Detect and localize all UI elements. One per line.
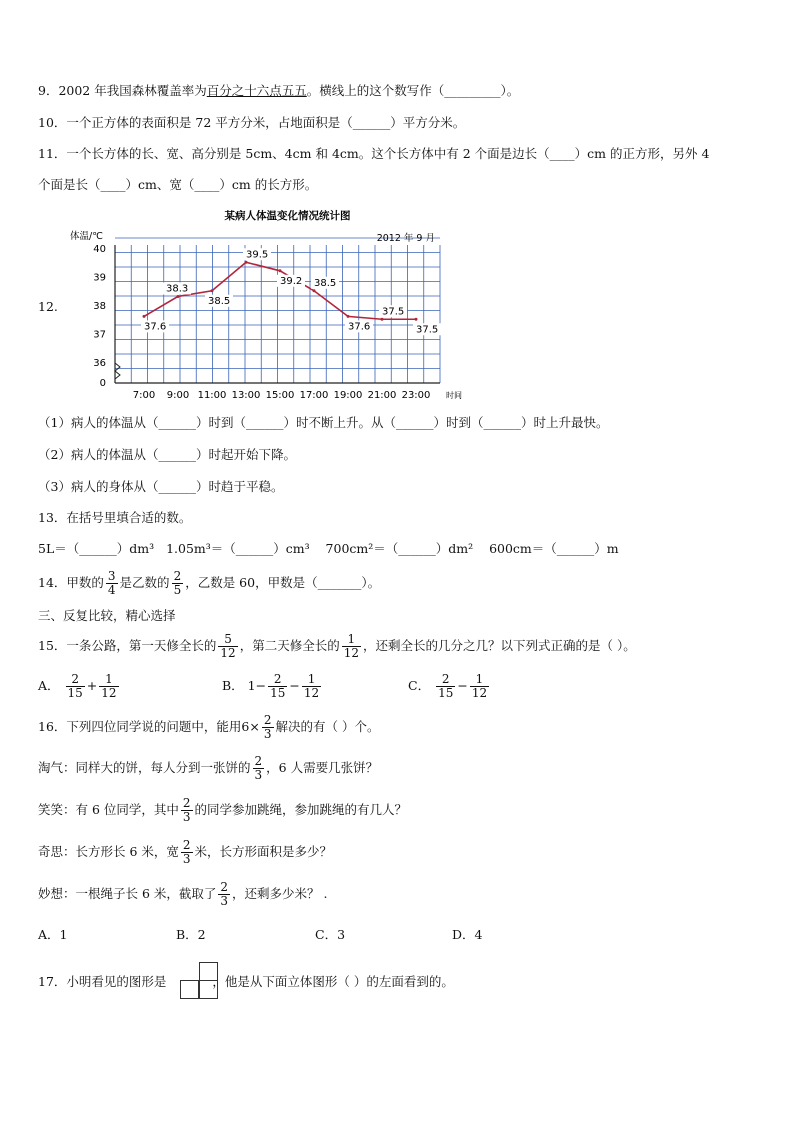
data-point bbox=[143, 315, 146, 318]
question-16-line2: 笑笑：有 6 位同学，其中 $\frac{2}{3}$ 的同学参加跳绳，参加跳绳的有几人？ bbox=[38, 796, 408, 824]
question-12-sub2: （2）病人的体温从（______）时起开始下降。 bbox=[38, 447, 296, 462]
question-12-sub1: （1）病人的体温从（______）时到（______）时不断上升。从（______）时到（______）时上升最快。 bbox=[38, 415, 609, 430]
data-point bbox=[211, 289, 214, 292]
y-axis-label: 体温/℃ bbox=[70, 231, 103, 242]
fraction: $\frac{3}{4}$ bbox=[107, 569, 116, 597]
temperature-line-chart bbox=[60, 205, 460, 405]
question-13-title: 13．在括号里填合适的数。 bbox=[38, 510, 192, 525]
option-b[interactable]: B． 1− $\frac{2}{15}$ − $\frac{1}{12}$ bbox=[222, 672, 320, 700]
section-heading: 三、反复比较，精心选择 bbox=[38, 608, 176, 623]
data-label: 39.5 bbox=[246, 249, 269, 261]
fraction: $\frac{2}{5}$ bbox=[173, 569, 182, 597]
data-point bbox=[347, 315, 350, 318]
fraction: $\frac{1}{12}$ bbox=[343, 632, 359, 660]
x-tick-label: 13:00 bbox=[231, 390, 261, 401]
question-16-line1: 淘气：同样大的饼，每人分到一张饼的 $\frac{2}{3}$ ，6 人需要几张饼？ bbox=[38, 754, 379, 782]
answer-blank[interactable]: ____ bbox=[100, 177, 126, 192]
answer-blank[interactable]: ______ bbox=[556, 541, 595, 556]
y-tick-label: 0 bbox=[99, 378, 106, 389]
answer-blank[interactable]: ______ bbox=[158, 447, 196, 462]
y-tick-label: 39 bbox=[93, 272, 106, 284]
shape-square bbox=[180, 980, 199, 999]
option-c[interactable]: C． $\frac{2}{15}$ − $\frac{1}{12}$ bbox=[408, 672, 488, 700]
answer-blank[interactable]: ______ bbox=[158, 479, 196, 494]
fraction: $\frac{2}{15}$ bbox=[438, 672, 454, 700]
data-point bbox=[381, 318, 384, 321]
data-point bbox=[313, 289, 316, 292]
fraction: $\frac{2}{3}$ bbox=[263, 713, 272, 741]
shape-square bbox=[199, 962, 218, 981]
y-tick-label: 37 bbox=[93, 329, 106, 341]
question-17: 17．小明看见的图形是 ，他是从下面立体图形（ ）的左面看到的。 bbox=[38, 974, 454, 989]
option-c[interactable]: C．3 bbox=[315, 927, 346, 942]
chart-date: 2012 年 9 月 bbox=[376, 233, 435, 244]
x-tick-label: 17:00 bbox=[299, 390, 329, 401]
fraction: $\frac{2}{3}$ bbox=[254, 754, 263, 782]
answer-blank[interactable]: ______ bbox=[158, 415, 196, 430]
y-tick-label: 40 bbox=[93, 244, 106, 255]
data-label: 37.5 bbox=[382, 306, 405, 318]
answer-blank[interactable]: ______ bbox=[483, 415, 522, 430]
y-tick-label: 36 bbox=[93, 358, 106, 369]
option-a[interactable]: A． $\frac{2}{15}$ + $\frac{1}{12}$ bbox=[38, 672, 117, 700]
answer-blank[interactable]: ______ bbox=[235, 541, 274, 556]
x-axis-label: 时间 bbox=[446, 391, 462, 400]
data-point bbox=[415, 318, 418, 321]
data-label: 37.6 bbox=[348, 321, 371, 333]
fraction: $\frac{1}{12}$ bbox=[471, 672, 488, 700]
fraction: $\frac{2}{3}$ bbox=[182, 796, 191, 824]
question-15: 15．一条公路，第一天修全长的 $\frac{5}{12}$ ，第二天修全长的 $\frac{1}{12}$ ，还剩全长的几分之几？以下列式正确的是（ ）。 bbox=[38, 632, 636, 660]
question-11-line2: 个面是长（____）cm、宽（____）cm 的长方形。 bbox=[38, 177, 318, 192]
answer-blank[interactable]: ______ bbox=[79, 541, 117, 556]
question-16-line4: 妙想：一根绳子长 6 米，截取了 $\frac{2}{3}$ ，还剩多少米？ . bbox=[38, 880, 328, 908]
fraction: $\frac{2}{15}$ bbox=[270, 672, 286, 700]
answer-blank[interactable]: _________ bbox=[444, 83, 501, 98]
shape-square bbox=[199, 980, 218, 999]
x-tick-label: 7:00 bbox=[132, 390, 156, 401]
x-tick-label: 19:00 bbox=[333, 390, 363, 401]
answer-blank[interactable]: ____ bbox=[549, 146, 575, 161]
data-point bbox=[279, 269, 282, 272]
question-12-sub3: （3）病人的身体从（______）时趋于平稳。 bbox=[38, 479, 284, 494]
y-tick-label: 38 bbox=[93, 301, 106, 312]
fraction: $\frac{2}{3}$ bbox=[182, 838, 191, 866]
option-b[interactable]: B．2 bbox=[176, 927, 206, 942]
x-tick-label: 23:00 bbox=[401, 390, 431, 401]
question-13-items: 5L＝（______）dm³ 1.05m³＝（______）cm³ 700cm²＝（______）dm² 600cm＝（______）m bbox=[38, 541, 619, 556]
question-9: 9．2002 年我国森林覆盖率为百分之十六点五五。横线上的这个数写作（_________）。 bbox=[38, 83, 520, 98]
question-16: 16．下列四位同学说的问题中，能用6× $\frac{2}{3}$ 解决的有（ ）个。 bbox=[38, 713, 380, 741]
answer-blank[interactable]: ______ bbox=[245, 415, 284, 430]
data-label: 37.5 bbox=[416, 324, 439, 336]
data-point bbox=[245, 261, 248, 264]
data-label: 38.5 bbox=[208, 295, 231, 307]
data-point bbox=[177, 295, 180, 298]
answer-blank[interactable]: _______ bbox=[317, 575, 362, 590]
underlined-phrase: 百分之十六点五五 bbox=[206, 83, 307, 98]
answer-blank[interactable]: ______ bbox=[396, 415, 434, 430]
option-d[interactable]: D．4 bbox=[452, 927, 483, 942]
answer-blank[interactable]: ____ bbox=[194, 177, 220, 192]
fraction: $\frac{1}{12}$ bbox=[303, 672, 320, 700]
axis-break bbox=[115, 363, 120, 379]
question-12-number: 12. bbox=[38, 299, 58, 314]
question-10: 10．一个正方体的表面积是 72 平方分米，占地面积是（______）平方分米。 bbox=[38, 115, 466, 130]
option-a[interactable]: A．1 bbox=[38, 927, 68, 942]
question-14: 14．甲数的 $\frac{3}{4}$ 是乙数的 $\frac{2}{5}$ ，乙数是 60，甲数是（_______）。 bbox=[38, 569, 381, 597]
data-label: 39.2 bbox=[280, 275, 303, 287]
chart-title: 某病人体温变化情况统计图 bbox=[224, 210, 351, 222]
x-tick-label: 15:00 bbox=[265, 390, 295, 401]
fraction: $\frac{2}{3}$ bbox=[220, 880, 229, 908]
fraction: $\frac{5}{12}$ bbox=[220, 632, 236, 660]
question-16-line3: 奇思：长方形长 6 米，宽 $\frac{2}{3}$ 米，长方形面积是多少？ bbox=[38, 838, 333, 866]
x-tick-label: 11:00 bbox=[197, 390, 227, 401]
x-tick-label: 21:00 bbox=[367, 390, 397, 401]
data-label: 38.5 bbox=[314, 277, 337, 289]
question-11-line1: 11．一个长方体的长、宽、高分别是 5cm、4cm 和 4cm。这个长方体中有 2 个面是边长（____）cm 的正方形，另外 4 bbox=[38, 146, 710, 161]
data-label: 38.3 bbox=[166, 283, 189, 295]
fraction: $\frac{1}{12}$ bbox=[101, 672, 117, 700]
answer-blank[interactable]: ______ bbox=[352, 115, 391, 130]
data-label: 37.6 bbox=[144, 321, 167, 333]
answer-blank[interactable]: ______ bbox=[398, 541, 436, 556]
fraction: $\frac{2}{15}$ bbox=[67, 672, 83, 700]
x-tick-label: 9:00 bbox=[166, 390, 190, 401]
